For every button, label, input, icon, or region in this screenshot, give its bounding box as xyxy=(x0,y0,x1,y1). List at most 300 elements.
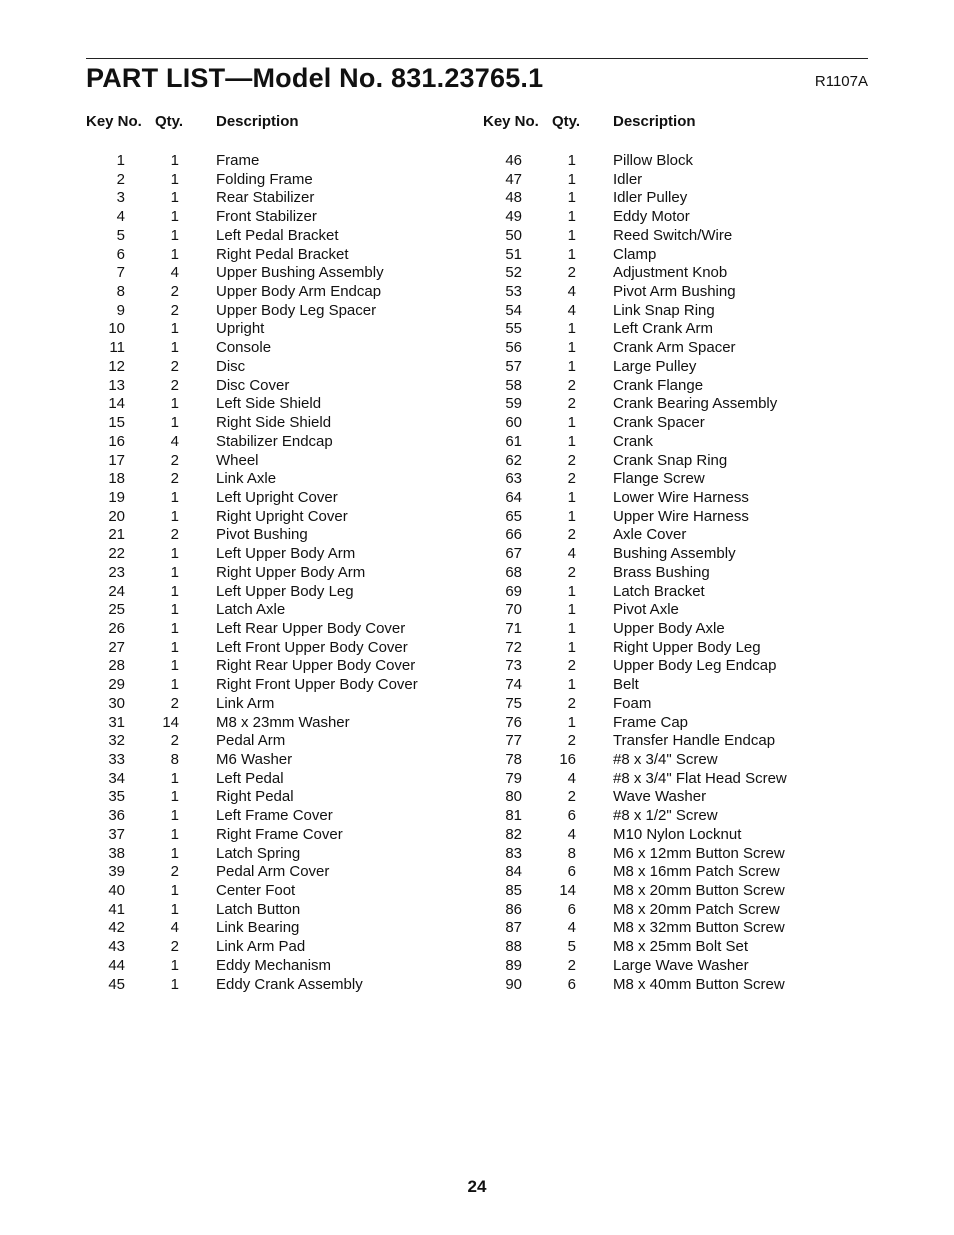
part-key-no: 74 xyxy=(505,676,522,694)
part-qty: 1 xyxy=(567,152,576,169)
part-qty: 2 xyxy=(170,376,179,394)
part-row xyxy=(483,395,843,414)
part-row xyxy=(483,302,843,321)
part-description: Foam xyxy=(613,694,652,712)
part-key-no: 9 xyxy=(116,301,125,319)
part-qty: 2 xyxy=(170,470,179,488)
part-row xyxy=(86,583,446,602)
part-key-no: 59 xyxy=(505,395,522,413)
part-key-no: 21 xyxy=(108,526,125,544)
part-qty: 1 xyxy=(567,582,576,600)
part-row xyxy=(483,264,843,283)
part-row xyxy=(86,545,446,564)
part-description: Wheel xyxy=(216,451,259,469)
part-row xyxy=(86,264,446,283)
part-qty: 1 xyxy=(170,825,179,843)
part-qty: 1 xyxy=(170,956,179,974)
part-qty: 1 xyxy=(170,414,179,432)
part-key-no: 55 xyxy=(505,320,522,338)
part-description: Crank xyxy=(613,432,654,450)
part-key-no: 90 xyxy=(505,975,522,993)
part-row xyxy=(86,788,446,807)
part-qty: 4 xyxy=(567,545,576,563)
part-row xyxy=(86,171,446,190)
part-description: Large Pulley xyxy=(613,357,697,375)
parts-rows-right xyxy=(483,152,843,994)
part-key-no: 20 xyxy=(108,507,125,525)
part-description: Left Upper Body Arm xyxy=(216,545,356,563)
part-qty: 1 xyxy=(170,844,179,862)
part-qty: 2 xyxy=(170,732,179,750)
part-key-no: 12 xyxy=(108,357,125,375)
part-description: Left Upright Cover xyxy=(216,488,338,506)
part-key-no: 30 xyxy=(108,694,125,712)
part-description: Idler Pulley xyxy=(613,189,688,207)
part-description: Frame xyxy=(216,152,260,169)
part-qty: 4 xyxy=(170,432,179,450)
part-row xyxy=(86,620,446,639)
part-qty: 2 xyxy=(567,657,576,675)
part-qty: 1 xyxy=(567,357,576,375)
part-row xyxy=(483,320,843,339)
part-row xyxy=(483,714,843,733)
part-description: Link Axle xyxy=(216,470,277,488)
reference-code: R1107A xyxy=(814,73,868,90)
part-description: Disc xyxy=(216,357,246,375)
part-description: Upper Wire Harness xyxy=(613,507,749,525)
part-key-no: 80 xyxy=(505,788,522,806)
part-row xyxy=(86,208,446,227)
description-header: Description xyxy=(216,113,299,130)
part-row xyxy=(86,227,446,246)
part-qty: 1 xyxy=(567,339,576,357)
parts-rows-left xyxy=(86,152,446,994)
part-key-no: 61 xyxy=(505,432,522,450)
part-qty: 1 xyxy=(170,657,179,675)
part-qty: 1 xyxy=(170,395,179,413)
part-key-no: 63 xyxy=(505,470,522,488)
part-description: Crank Arm Spacer xyxy=(613,339,736,357)
part-description: M6 Washer xyxy=(216,751,293,768)
key-no-header: Key No. xyxy=(483,113,539,130)
part-description: Crank Bearing Assembly xyxy=(613,395,778,413)
part-key-no: 79 xyxy=(505,769,522,787)
part-row xyxy=(86,882,446,901)
part-key-no: 81 xyxy=(505,807,522,825)
part-qty: 1 xyxy=(567,488,576,506)
part-row xyxy=(483,938,843,957)
part-key-no: 83 xyxy=(505,844,522,862)
part-qty: 1 xyxy=(170,545,179,563)
part-row xyxy=(86,339,446,358)
part-key-no: 36 xyxy=(108,807,125,825)
part-row xyxy=(483,807,843,826)
part-description: Left Rear Upper Body Cover xyxy=(216,619,406,637)
part-key-no: 73 xyxy=(505,657,522,675)
part-key-no: 41 xyxy=(108,900,125,918)
part-qty: 2 xyxy=(567,376,576,394)
part-description: Eddy Motor xyxy=(613,208,690,226)
part-row xyxy=(483,863,843,882)
part-description: Idler xyxy=(613,170,643,188)
part-row xyxy=(86,302,446,321)
part-row xyxy=(483,976,843,995)
part-row xyxy=(483,208,843,227)
part-key-no: 25 xyxy=(108,601,125,619)
part-key-no: 75 xyxy=(505,694,522,712)
part-key-no: 29 xyxy=(108,676,125,694)
part-qty: 1 xyxy=(170,320,179,338)
part-description: Adjustment Knob xyxy=(613,264,728,282)
part-qty: 2 xyxy=(170,694,179,712)
part-row xyxy=(86,526,446,545)
part-key-no: 2 xyxy=(116,170,125,188)
part-description: Pivot Bushing xyxy=(216,526,308,544)
description-header: Description xyxy=(613,113,696,130)
part-row xyxy=(86,826,446,845)
part-description: Latch Axle xyxy=(216,601,286,619)
part-row xyxy=(86,639,446,658)
page-number: 24 xyxy=(467,1177,487,1196)
part-key-no: 16 xyxy=(108,432,125,450)
part-key-no: 70 xyxy=(505,601,522,619)
part-qty: 1 xyxy=(170,807,179,825)
part-qty: 8 xyxy=(567,844,576,862)
part-description: Center Foot xyxy=(216,882,296,900)
part-key-no: 58 xyxy=(505,376,522,394)
part-description: M8 x 25mm Bolt Set xyxy=(613,938,749,956)
part-description: Reed Switch/Wire xyxy=(613,226,733,244)
part-key-no: 4 xyxy=(116,208,125,226)
part-key-no: 34 xyxy=(108,769,125,787)
part-qty: 1 xyxy=(567,414,576,432)
part-qty: 1 xyxy=(567,170,576,188)
part-qty: 2 xyxy=(170,283,179,301)
part-key-no: 51 xyxy=(505,245,522,263)
part-description: Lower Wire Harness xyxy=(613,488,749,506)
part-row xyxy=(86,901,446,920)
part-row xyxy=(86,508,446,527)
part-description: Stabilizer Endcap xyxy=(216,432,333,450)
part-row xyxy=(483,189,843,208)
part-qty: 1 xyxy=(170,189,179,207)
part-description: Eddy Crank Assembly xyxy=(216,975,363,993)
part-key-no: 6 xyxy=(116,245,125,263)
part-description: Crank Spacer xyxy=(613,414,705,432)
part-row xyxy=(483,526,843,545)
part-description: Latch Button xyxy=(216,900,301,918)
part-description: Latch Bracket xyxy=(613,582,705,600)
part-description: Front Stabilizer xyxy=(216,208,317,226)
part-row xyxy=(483,919,843,938)
part-description: Pedal Arm xyxy=(216,732,286,750)
part-qty: 2 xyxy=(567,694,576,712)
part-row xyxy=(86,863,446,882)
part-key-no: 69 xyxy=(505,582,522,600)
part-key-no: 28 xyxy=(108,657,125,675)
part-key-no: 13 xyxy=(108,376,125,394)
part-key-no: 67 xyxy=(505,545,522,563)
part-description: Right Rear Upper Body Cover xyxy=(216,657,416,675)
part-key-no: 23 xyxy=(108,563,125,581)
part-qty: 1 xyxy=(170,170,179,188)
part-key-no: 87 xyxy=(505,919,522,937)
part-qty: 1 xyxy=(170,788,179,806)
part-key-no: 48 xyxy=(505,189,522,207)
part-row xyxy=(483,545,843,564)
part-key-no: 44 xyxy=(108,956,125,974)
part-description: M10 Nylon Locknut xyxy=(613,825,742,843)
part-row xyxy=(86,807,446,826)
part-qty: 1 xyxy=(567,245,576,263)
page-title: PART LIST—Model No. 831.23765.1 xyxy=(86,63,544,93)
part-description: M8 x 32mm Button Screw xyxy=(613,919,785,937)
part-description: Clamp xyxy=(613,245,657,263)
part-key-no: 42 xyxy=(108,919,125,937)
part-key-no: 15 xyxy=(108,414,125,432)
part-key-no: 26 xyxy=(108,619,125,637)
part-row xyxy=(86,657,446,676)
part-row xyxy=(86,938,446,957)
part-qty: 1 xyxy=(567,676,576,694)
part-qty: 2 xyxy=(567,395,576,413)
part-row xyxy=(483,433,843,452)
part-key-no: 31 xyxy=(108,713,125,731)
part-row xyxy=(86,845,446,864)
part-description: Pedal Arm Cover xyxy=(216,863,330,881)
part-description: Upper Bushing Assembly xyxy=(216,264,384,282)
part-qty: 1 xyxy=(567,189,576,207)
part-row xyxy=(86,246,446,265)
part-description: Axle Cover xyxy=(613,526,687,544)
part-description: Console xyxy=(216,339,272,357)
part-qty: 1 xyxy=(567,619,576,637)
part-description: Right Upper Body Leg xyxy=(613,638,761,656)
part-description: Left Side Shield xyxy=(216,395,322,413)
part-key-no: 57 xyxy=(505,357,522,375)
part-row xyxy=(86,377,446,396)
part-qty: 4 xyxy=(170,919,179,937)
qty-header: Qty. xyxy=(552,113,581,130)
part-key-no: 47 xyxy=(505,170,522,188)
part-qty: 1 xyxy=(170,152,179,169)
part-qty: 14 xyxy=(559,882,576,900)
part-row xyxy=(483,583,843,602)
part-row xyxy=(483,470,843,489)
column-header xyxy=(86,112,446,132)
part-description: Pivot Arm Bushing xyxy=(613,283,736,301)
part-qty: 1 xyxy=(170,601,179,619)
part-qty: 2 xyxy=(567,563,576,581)
part-row xyxy=(86,770,446,789)
part-row xyxy=(483,901,843,920)
part-key-no: 78 xyxy=(505,751,522,768)
part-row xyxy=(86,751,446,770)
part-qty: 1 xyxy=(567,713,576,731)
part-description: Left Pedal Bracket xyxy=(216,226,339,244)
part-row xyxy=(483,564,843,583)
part-qty: 4 xyxy=(567,919,576,937)
part-description: Crank Snap Ring xyxy=(613,451,728,469)
part-description: Left Frame Cover xyxy=(216,807,333,825)
part-qty: 4 xyxy=(170,264,179,282)
part-description: Link Bearing xyxy=(216,919,300,937)
part-qty: 2 xyxy=(567,956,576,974)
part-description: Left Crank Arm xyxy=(613,320,714,338)
part-row xyxy=(483,283,843,302)
part-row xyxy=(86,489,446,508)
part-key-no: 72 xyxy=(505,638,522,656)
part-key-no: 71 xyxy=(505,619,522,637)
part-description: Right Pedal Bracket xyxy=(216,245,349,263)
part-key-no: 35 xyxy=(108,788,125,806)
part-row xyxy=(483,414,843,433)
part-key-no: 62 xyxy=(505,451,522,469)
part-description: Right Upright Cover xyxy=(216,507,348,525)
part-qty: 1 xyxy=(170,339,179,357)
part-row xyxy=(483,732,843,751)
part-row xyxy=(483,676,843,695)
part-row xyxy=(483,152,843,171)
part-row xyxy=(86,564,446,583)
part-description: Left Pedal xyxy=(216,769,284,787)
part-description: Right Pedal xyxy=(216,788,294,806)
part-qty: 1 xyxy=(170,563,179,581)
part-qty: 16 xyxy=(559,751,576,768)
part-description: Right Side Shield xyxy=(216,414,332,432)
part-row xyxy=(86,320,446,339)
part-row xyxy=(86,957,446,976)
part-key-no: 39 xyxy=(108,863,125,881)
part-key-no: 19 xyxy=(108,488,125,506)
part-description: Link Arm xyxy=(216,694,275,712)
part-qty: 1 xyxy=(170,582,179,600)
part-key-no: 17 xyxy=(108,451,125,469)
part-row xyxy=(483,377,843,396)
part-key-no: 54 xyxy=(505,301,522,319)
parts-column-left xyxy=(86,112,446,993)
part-description: Upper Body Axle xyxy=(613,619,725,637)
part-qty: 1 xyxy=(567,226,576,244)
part-key-no: 88 xyxy=(505,938,522,956)
part-qty: 1 xyxy=(170,507,179,525)
part-description: Left Upper Body Leg xyxy=(216,582,354,600)
part-qty: 2 xyxy=(170,863,179,881)
part-row xyxy=(483,452,843,471)
part-row xyxy=(86,601,446,620)
part-qty: 2 xyxy=(567,451,576,469)
part-description: Pillow Block xyxy=(613,152,694,169)
part-qty: 4 xyxy=(567,283,576,301)
part-key-no: 18 xyxy=(108,470,125,488)
part-row xyxy=(483,358,843,377)
part-qty: 1 xyxy=(170,619,179,637)
part-qty: 4 xyxy=(567,301,576,319)
part-qty: 4 xyxy=(567,825,576,843)
qty-header: Qty. xyxy=(155,113,184,130)
part-row xyxy=(86,189,446,208)
part-key-no: 85 xyxy=(505,882,522,900)
part-description: M6 x 12mm Button Screw xyxy=(613,844,785,862)
part-qty: 1 xyxy=(567,320,576,338)
part-qty: 1 xyxy=(170,975,179,993)
part-qty: 1 xyxy=(567,208,576,226)
part-description: Wave Washer xyxy=(613,788,707,806)
part-qty: 5 xyxy=(567,938,576,956)
part-qty: 1 xyxy=(170,769,179,787)
part-qty: 2 xyxy=(170,451,179,469)
part-row xyxy=(483,508,843,527)
part-qty: 6 xyxy=(567,975,576,993)
part-key-no: 84 xyxy=(505,863,522,881)
part-qty: 6 xyxy=(567,807,576,825)
part-row xyxy=(86,358,446,377)
part-key-no: 32 xyxy=(108,732,125,750)
part-row xyxy=(483,620,843,639)
part-description: #8 x 3/4" Screw xyxy=(613,751,718,768)
part-qty: 2 xyxy=(170,357,179,375)
part-row xyxy=(483,339,843,358)
part-row xyxy=(86,414,446,433)
part-description: Large Wave Washer xyxy=(613,956,749,974)
column-header xyxy=(483,112,843,132)
part-row xyxy=(483,695,843,714)
part-row xyxy=(483,788,843,807)
part-description: Brass Bushing xyxy=(613,563,710,581)
part-row xyxy=(483,171,843,190)
part-row xyxy=(483,489,843,508)
part-key-no: 46 xyxy=(505,152,522,169)
part-key-no: 40 xyxy=(108,882,125,900)
part-key-no: 52 xyxy=(505,264,522,282)
part-row xyxy=(483,246,843,265)
part-qty: 1 xyxy=(170,226,179,244)
part-row xyxy=(86,732,446,751)
part-qty: 1 xyxy=(170,882,179,900)
part-row xyxy=(483,845,843,864)
part-row xyxy=(86,695,446,714)
part-key-no: 11 xyxy=(109,339,125,357)
part-qty: 6 xyxy=(567,863,576,881)
part-row xyxy=(483,770,843,789)
part-description: Transfer Handle Endcap xyxy=(613,732,776,750)
part-qty: 2 xyxy=(170,938,179,956)
part-description: M8 x 23mm Washer xyxy=(216,713,350,731)
part-row xyxy=(483,227,843,246)
part-key-no: 82 xyxy=(505,825,522,843)
part-key-no: 49 xyxy=(505,208,522,226)
part-qty: 2 xyxy=(567,788,576,806)
part-key-no: 1 xyxy=(116,152,125,169)
part-key-no: 66 xyxy=(505,526,522,544)
part-description: Pivot Axle xyxy=(613,601,679,619)
part-description: #8 x 3/4" Flat Head Screw xyxy=(613,769,787,787)
part-description: M8 x 20mm Button Screw xyxy=(613,882,785,900)
part-key-no: 27 xyxy=(108,638,125,656)
part-key-no: 14 xyxy=(108,395,125,413)
part-key-no: 77 xyxy=(505,732,522,750)
part-qty: 1 xyxy=(567,432,576,450)
part-row xyxy=(483,639,843,658)
part-qty: 4 xyxy=(567,769,576,787)
part-key-no: 5 xyxy=(116,226,125,244)
part-qty: 2 xyxy=(567,264,576,282)
part-key-no: 86 xyxy=(505,900,522,918)
part-qty: 2 xyxy=(170,526,179,544)
part-row xyxy=(483,957,843,976)
part-description: Folding Frame xyxy=(216,170,313,188)
part-description: Eddy Mechanism xyxy=(216,956,332,974)
